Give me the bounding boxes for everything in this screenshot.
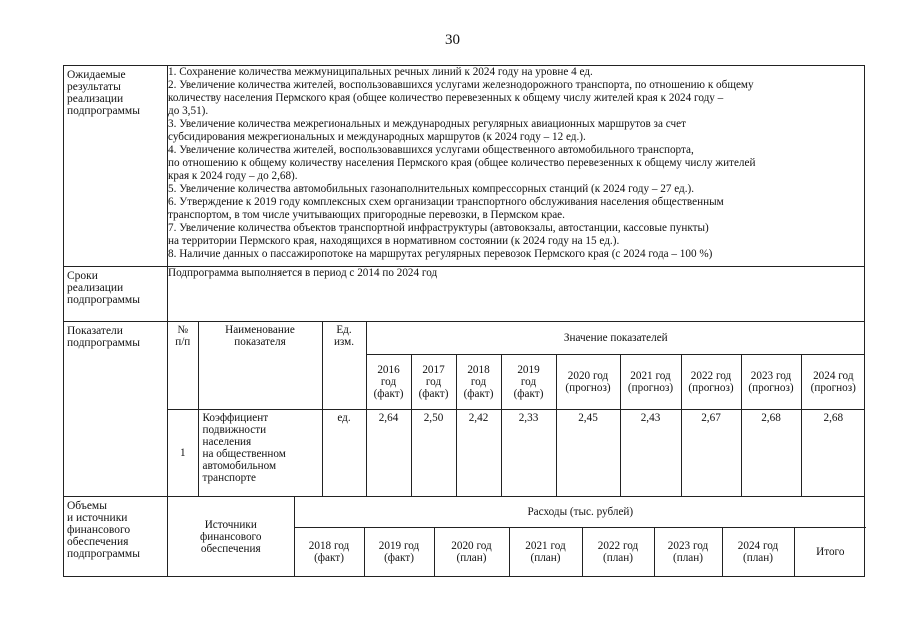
expected-results-text bbox=[168, 66, 865, 267]
finance-table bbox=[168, 497, 866, 576]
year-header: 2020 год (прогноз) bbox=[556, 355, 620, 410]
page-number: 30 bbox=[445, 32, 460, 48]
row-number: 1 bbox=[168, 410, 198, 497]
terms-text: Подпрограмма выполняется в период с 2014 по 2024 год bbox=[168, 267, 865, 322]
result-line: количеству населения Пермского края (общее количество перевезенных к общему числу жителей края к 2024 году – bbox=[168, 92, 724, 104]
result-line: 7. Увеличение количества объектов транспортной инфраструктуры (автовокзалы, автостанции, кассовые пункты) bbox=[168, 222, 709, 234]
values-header: Значение показателей bbox=[366, 322, 865, 355]
finance-header-row bbox=[168, 497, 866, 528]
expenses-header: Расходы (тыс. рублей) bbox=[294, 497, 866, 528]
indicators-cell bbox=[168, 322, 865, 497]
col-num-header: № п/п bbox=[168, 322, 198, 410]
finance-year-header: 2019 год (факт) bbox=[364, 528, 434, 577]
terms-label: Сроки реализации подпрограммы bbox=[64, 267, 168, 322]
year-header: 2016 год (факт) bbox=[366, 355, 411, 410]
indicator-value: 2,68 bbox=[801, 410, 865, 497]
program-passport-table bbox=[63, 65, 865, 577]
year-header: 2022 год (прогноз) bbox=[681, 355, 741, 410]
result-line: 2. Увеличение количества жителей, воспользовавшихся услугами железнодорожного транспорта, по отношению к общему bbox=[168, 79, 754, 91]
result-line: 6. Утверждение к 2019 году комплексных схем организации транспортного обслуживания населения общественным bbox=[168, 196, 724, 208]
finance-total-header: Итого bbox=[794, 528, 866, 577]
indicator-value: 2,43 bbox=[620, 410, 681, 497]
finance-cell bbox=[168, 497, 865, 577]
year-header: 2023 год (прогноз) bbox=[741, 355, 801, 410]
result-line: на территории Пермского края, находящихся в нормативном состоянии (к 2024 году на 15 ед.). bbox=[168, 235, 620, 247]
terms-row bbox=[64, 267, 865, 322]
col-unit-header: Ед. изм. bbox=[322, 322, 366, 410]
result-line: 3. Увеличение количества межрегиональных и международных регулярных авиационных маршрутов за счет bbox=[168, 118, 686, 130]
indicator-data-row bbox=[168, 410, 865, 497]
year-header: 2021 год (прогноз) bbox=[620, 355, 681, 410]
sources-header: Источники финансового обеспечения bbox=[168, 497, 294, 576]
expected-results-label: Ожидаемые результаты реализации подпрограммы bbox=[64, 66, 168, 267]
finance-year-header: 2022 год (план) bbox=[582, 528, 654, 577]
result-line: 5. Увеличение количества автомобильных газонаполнительных компрессорных станций (к 2024 году – 27 ед.). bbox=[168, 183, 695, 195]
finance-year-header: 2024 год (план) bbox=[722, 528, 794, 577]
result-line: транспортом, в том числе учитывающих пригородные перевозки, в Пермском крае. bbox=[168, 209, 565, 221]
finance-year-header: 2023 год (план) bbox=[654, 528, 722, 577]
indicator-value: 2,64 bbox=[366, 410, 411, 497]
finance-year-header: 2021 год (план) bbox=[509, 528, 582, 577]
result-line: субсидирования межрегиональных и международных маршрутов (к 2024 году – 12 ед.). bbox=[168, 131, 586, 143]
result-line: 1. Сохранение количества межмуниципальных речных линий к 2024 году на уровне 4 ед. bbox=[168, 66, 593, 78]
result-line: по отношению к общему количеству населения Пермского края (общее количество перевезенных к общему числу жителей bbox=[168, 157, 756, 169]
year-header: 2019 год (факт) bbox=[501, 355, 556, 410]
result-line: края к 2024 году – до 2,68). bbox=[168, 170, 298, 182]
col-name-header: Наименование показателя bbox=[198, 322, 322, 410]
indicators-table bbox=[168, 322, 865, 496]
indicator-name: Коэффициент подвижности населения на общественном автомобильном транспорте bbox=[198, 410, 322, 497]
indicator-value: 2,50 bbox=[411, 410, 456, 497]
indicators-row bbox=[64, 322, 865, 497]
finance-label: Объемы и источники финансового обеспечения подпрограммы bbox=[64, 497, 168, 577]
result-line: до 3,51). bbox=[168, 105, 209, 117]
indicator-value: 2,68 bbox=[741, 410, 801, 497]
expected-results-row bbox=[64, 66, 865, 267]
finance-year-header: 2018 год (факт) bbox=[294, 528, 364, 577]
indicators-label: Показатели подпрограммы bbox=[64, 322, 168, 497]
indicators-header-row bbox=[168, 322, 865, 355]
indicator-value: 2,67 bbox=[681, 410, 741, 497]
indicator-value: 2,33 bbox=[501, 410, 556, 497]
year-header: 2017 год (факт) bbox=[411, 355, 456, 410]
indicator-unit: ед. bbox=[322, 410, 366, 497]
finance-year-header: 2020 год (план) bbox=[434, 528, 509, 577]
finance-row bbox=[64, 497, 865, 577]
indicator-value: 2,45 bbox=[556, 410, 620, 497]
result-line: 4. Увеличение количества жителей, воспользовавшихся услугами общественного автомобильного транспорта, bbox=[168, 144, 694, 156]
result-line: 8. Наличие данных о пассажиропотоке на маршрутах регулярных перевозок Пермского края (с 2024 года – 100 %) bbox=[168, 248, 713, 260]
year-header: 2024 год (прогноз) bbox=[801, 355, 865, 410]
year-header: 2018 год (факт) bbox=[456, 355, 501, 410]
indicator-value: 2,42 bbox=[456, 410, 501, 497]
